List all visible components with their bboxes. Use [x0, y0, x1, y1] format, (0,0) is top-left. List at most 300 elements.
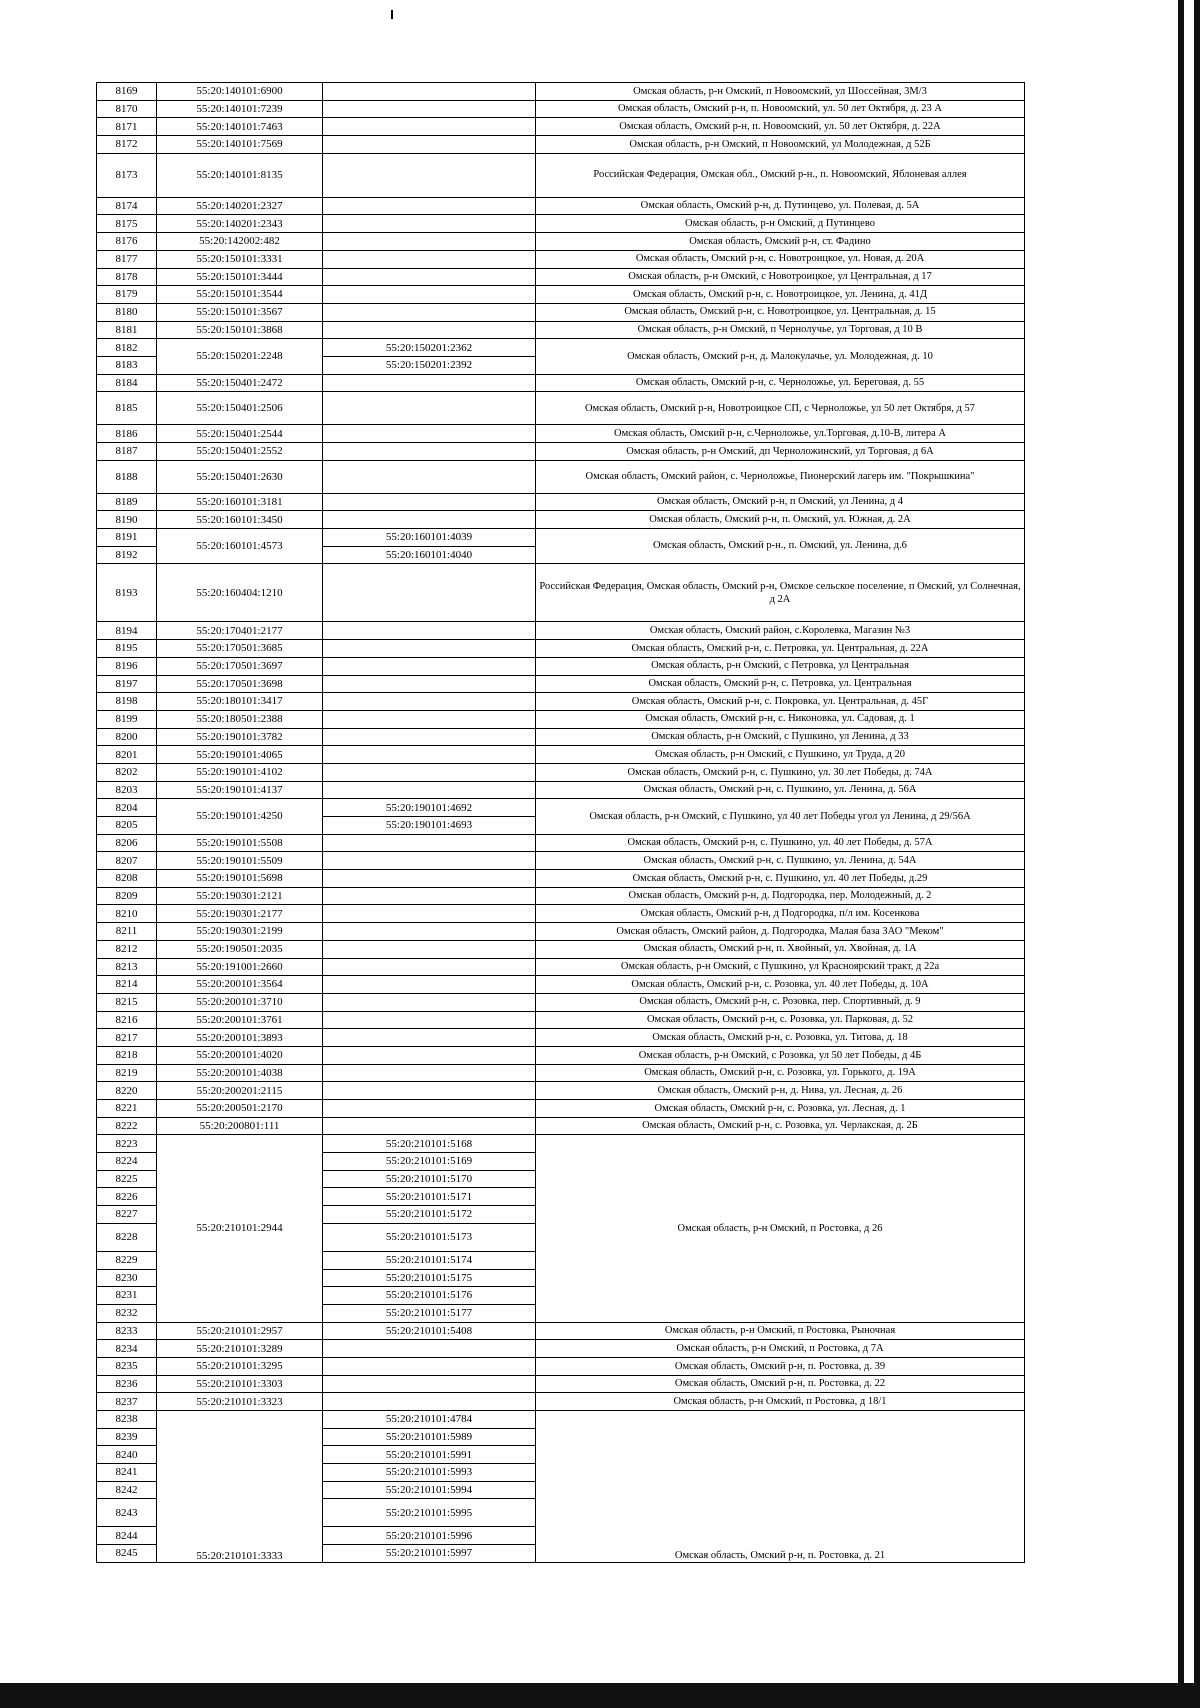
sub-cadastral-number: 55:20:150201:2362 — [323, 339, 536, 357]
cadastral-number: 55:20:150101:3567 — [157, 303, 323, 321]
table-row — [97, 443, 1025, 461]
row-number: 8219 — [97, 1064, 157, 1082]
table-row — [97, 976, 1025, 994]
sub-cadastral-number — [323, 958, 536, 976]
table-row — [97, 1029, 1025, 1047]
row-number: 8198 — [97, 693, 157, 711]
row-number: 8226 — [97, 1188, 157, 1206]
sub-cadastral-number: 55:20:210101:4784 — [323, 1411, 536, 1429]
row-number: 8237 — [97, 1393, 157, 1411]
address: Омская область, р-н Омский, д Путинцево — [536, 215, 1025, 233]
sub-cadastral-number: 55:20:210101:5171 — [323, 1188, 536, 1206]
cadastral-number: 55:20:150401:2544 — [157, 425, 323, 443]
cadastral-number: 55:20:160101:4573 — [157, 529, 323, 564]
sub-cadastral-number: 55:20:210101:5996 — [323, 1527, 536, 1545]
address: Омская область, Омский р-н, п Омский, ул Ленина, д 4 — [536, 493, 1025, 511]
sub-cadastral-number: 55:20:210101:5175 — [323, 1269, 536, 1287]
table-row — [97, 1011, 1025, 1029]
row-number: 8187 — [97, 443, 157, 461]
table-row — [97, 1100, 1025, 1118]
row-number: 8211 — [97, 923, 157, 941]
row-number: 8185 — [97, 392, 157, 425]
row-number: 8183 — [97, 356, 157, 374]
address: Омская область, Омский район, д. Подгородка, Малая база ЗАО "Меком" — [536, 923, 1025, 941]
address: Омская область, р-н Омский, с Пушкино, ул Труда, д 20 — [536, 746, 1025, 764]
row-number: 8238 — [97, 1411, 157, 1429]
row-number: 8223 — [97, 1135, 157, 1153]
table-row — [97, 1082, 1025, 1100]
address: Омская область, Омский р-н, с. Пушкино, ул. 40 лет Победы, д.29 — [536, 870, 1025, 888]
row-number: 8233 — [97, 1322, 157, 1340]
sub-cadastral-number — [323, 870, 536, 888]
table-row — [97, 675, 1025, 693]
cadastral-number: 55:20:190301:2121 — [157, 887, 323, 905]
row-number: 8206 — [97, 834, 157, 852]
row-number: 8173 — [97, 153, 157, 197]
cadastral-number: 55:20:190501:2035 — [157, 940, 323, 958]
row-number: 8244 — [97, 1527, 157, 1545]
cadastral-number: 55:20:210101:3333 — [157, 1411, 323, 1563]
sub-cadastral-number — [323, 153, 536, 197]
scan-mark-top — [391, 10, 393, 19]
cadastral-number: 55:20:190101:4250 — [157, 799, 323, 834]
address: Омская область, р-н Омский, с Петровка, ул Центральная — [536, 657, 1025, 675]
sub-cadastral-number — [323, 197, 536, 215]
address: Омская область, Омский р-н, с. Розовка, ул. 40 лет Победы, д. 10А — [536, 976, 1025, 994]
sub-cadastral-number — [323, 511, 536, 529]
sub-cadastral-number — [323, 675, 536, 693]
table-row — [97, 268, 1025, 286]
table-row — [97, 250, 1025, 268]
address: Омская область, Омский р-н, с. Новотроицкое, ул. Центральная, д. 15 — [536, 303, 1025, 321]
cadastral-number: 55:20:200801:111 — [157, 1117, 323, 1135]
row-number: 8177 — [97, 250, 157, 268]
sub-cadastral-number — [323, 763, 536, 781]
sub-cadastral-number — [323, 852, 536, 870]
row-number: 8204 — [97, 799, 157, 817]
table-row — [97, 374, 1025, 392]
cadastral-number: 55:20:210101:3289 — [157, 1340, 323, 1358]
address: Омская область, Омский р-н, с. Розовка, ул. Лесная, д. 1 — [536, 1100, 1025, 1118]
sub-cadastral-number: 55:20:210101:5991 — [323, 1446, 536, 1464]
address: Омская область, р-н Омский, дп Черноложинский, ул Торговая, д 6А — [536, 443, 1025, 461]
address: Омская область, р-н Омский, п Ростовка, д 7А — [536, 1340, 1025, 1358]
cadastral-number: 55:20:210101:2944 — [157, 1135, 323, 1322]
cadastral-number: 55:20:190101:4065 — [157, 746, 323, 764]
table-row — [97, 118, 1025, 136]
address: Омская область, Омский р-н, п. Ростовка, д. 21 — [536, 1411, 1025, 1563]
sub-cadastral-number — [323, 1082, 536, 1100]
row-number: 8191 — [97, 529, 157, 547]
address: Омская область, Омский р-н, с. Розовка, ул. Титова, д. 18 — [536, 1029, 1025, 1047]
sub-cadastral-number — [323, 374, 536, 392]
sub-cadastral-number — [323, 993, 536, 1011]
cadastral-number: 55:20:160404:1210 — [157, 564, 323, 622]
cadastral-number: 55:20:140101:8135 — [157, 153, 323, 197]
cadastral-number: 55:20:140101:7569 — [157, 136, 323, 154]
sub-cadastral-number: 55:20:210101:5995 — [323, 1499, 536, 1527]
row-number: 8230 — [97, 1269, 157, 1287]
sub-cadastral-number: 55:20:190101:4692 — [323, 799, 536, 817]
row-number: 8207 — [97, 852, 157, 870]
sub-cadastral-number — [323, 781, 536, 799]
cadastral-number: 55:20:190101:5509 — [157, 852, 323, 870]
table-row — [97, 303, 1025, 321]
row-number: 8215 — [97, 993, 157, 1011]
table-row — [97, 215, 1025, 233]
sub-cadastral-number — [323, 564, 536, 622]
address: Омская область, Омский район, с.Королевка, Магазин №3 — [536, 622, 1025, 640]
sub-cadastral-number: 55:20:210101:5174 — [323, 1251, 536, 1269]
sub-cadastral-number — [323, 250, 536, 268]
cadastral-number: 55:20:140201:2343 — [157, 215, 323, 233]
cadastral-number: 55:20:190301:2199 — [157, 923, 323, 941]
table-row — [97, 564, 1025, 622]
table-row — [97, 511, 1025, 529]
table-row — [97, 233, 1025, 251]
sub-cadastral-number — [323, 136, 536, 154]
cadastral-number: 55:20:180501:2388 — [157, 710, 323, 728]
sub-cadastral-number: 55:20:210101:5989 — [323, 1428, 536, 1446]
address: Омская область, Омский р-н, п. Новоомский, ул. 50 лет Октября, д. 22А — [536, 118, 1025, 136]
address: Омская область, Омский р-н, п. Новоомский, ул. 50 лет Октября, д. 23 А — [536, 100, 1025, 118]
cadastral-number: 55:20:180101:3417 — [157, 693, 323, 711]
table-row — [97, 746, 1025, 764]
row-number: 8208 — [97, 870, 157, 888]
address: Омская область, р-н Омский, п Новоомский, ул Шоссейная, 3М/3 — [536, 83, 1025, 101]
address: Омская область, р-н Омский, п Ростовка, Рыночная — [536, 1322, 1025, 1340]
sub-cadastral-number: 55:20:210101:5169 — [323, 1153, 536, 1171]
table-row — [97, 640, 1025, 658]
address: Российская Федерация, Омская обл., Омский р-н., п. Новоомский, Яблоневая аллея — [536, 153, 1025, 197]
sub-cadastral-number — [323, 1375, 536, 1393]
sub-cadastral-number — [323, 976, 536, 994]
cadastral-number: 55:20:190101:5698 — [157, 870, 323, 888]
address: Омская область, Омский р-н, с. Розовка, ул. Горького, д. 19А — [536, 1064, 1025, 1082]
table-row — [97, 321, 1025, 339]
cadastral-number: 55:20:150101:3544 — [157, 286, 323, 304]
row-number: 8172 — [97, 136, 157, 154]
row-number: 8212 — [97, 940, 157, 958]
address: Омская область, Омский р-н, с. Никоновка, ул. Садовая, д. 1 — [536, 710, 1025, 728]
sub-cadastral-number — [323, 233, 536, 251]
address: Омская область, Омский район, с. Черноложье, Пионерский лагерь им. "Покрышкина" — [536, 460, 1025, 493]
row-number: 8171 — [97, 118, 157, 136]
cadastral-number: 55:20:200101:4038 — [157, 1064, 323, 1082]
cadastral-number: 55:20:200101:3761 — [157, 1011, 323, 1029]
row-number: 8221 — [97, 1100, 157, 1118]
row-number: 8227 — [97, 1206, 157, 1224]
row-number: 8184 — [97, 374, 157, 392]
address: Омская область, р-н Омский, п Чернолучье, ул Торговая, д 10 В — [536, 321, 1025, 339]
cadastral-number: 55:20:200101:3710 — [157, 993, 323, 1011]
table-row — [97, 136, 1025, 154]
sub-cadastral-number — [323, 286, 536, 304]
address: Омская область, Омский р-н, с. Новотроицкое, ул. Новая, д. 20А — [536, 250, 1025, 268]
cadastral-number: 55:20:160101:3181 — [157, 493, 323, 511]
address: Омская область, р-н Омский, с Розовка, ул 50 лет Победы, д 4Б — [536, 1046, 1025, 1064]
sub-cadastral-number — [323, 1011, 536, 1029]
row-number: 8231 — [97, 1287, 157, 1305]
sub-cadastral-number — [323, 460, 536, 493]
sub-cadastral-number — [323, 425, 536, 443]
table-row — [97, 1117, 1025, 1135]
table-row — [97, 781, 1025, 799]
row-number: 8195 — [97, 640, 157, 658]
cadastral-number: 55:20:140101:6900 — [157, 83, 323, 101]
row-number: 8201 — [97, 746, 157, 764]
address: Омская область, Омский р-н, с.Черноложье, ул.Торговая, д.10-В, литера А — [536, 425, 1025, 443]
address: Омская область, р-н Омский, с Пушкино, ул Ленина, д 33 — [536, 728, 1025, 746]
cadastral-number: 55:20:170401:2177 — [157, 622, 323, 640]
sub-cadastral-number — [323, 1393, 536, 1411]
table-row — [97, 993, 1025, 1011]
row-number: 8186 — [97, 425, 157, 443]
row-number: 8169 — [97, 83, 157, 101]
table-row — [97, 763, 1025, 781]
cadastral-number: 55:20:150101:3444 — [157, 268, 323, 286]
address: Омская область, Омский р-н, с. Покровка, ул. Центральная, д. 45Г — [536, 693, 1025, 711]
cadastral-number: 55:20:150201:2248 — [157, 339, 323, 374]
address: Омская область, р-н Омский, п Новоомский, ул Молодежная, д 52Б — [536, 136, 1025, 154]
sub-cadastral-number: 55:20:210101:5994 — [323, 1481, 536, 1499]
address: Российская Федерация, Омская область, Омский р-н, Омское сельское поселение, п Омский, ул Солнечная, д 2А — [536, 564, 1025, 622]
cadastral-number: 55:20:200201:2115 — [157, 1082, 323, 1100]
sub-cadastral-number — [323, 1340, 536, 1358]
row-number: 8210 — [97, 905, 157, 923]
sub-cadastral-number — [323, 493, 536, 511]
table-row — [97, 940, 1025, 958]
sub-cadastral-number: 55:20:190101:4693 — [323, 817, 536, 835]
table-row — [97, 1322, 1025, 1340]
table-row — [97, 852, 1025, 870]
cadastral-number: 55:20:210101:2957 — [157, 1322, 323, 1340]
cadastral-number: 55:20:200101:4020 — [157, 1046, 323, 1064]
row-number: 8242 — [97, 1481, 157, 1499]
address: Омская область, Омский р-н, п. Омский, ул. Южная, д. 2А — [536, 511, 1025, 529]
address: Омская область, Омский р-н, с. Пушкино, ул. 30 лет Победы, д. 74А — [536, 763, 1025, 781]
cadastral-number: 55:20:140201:2327 — [157, 197, 323, 215]
address: Омская область, Омский р-н, с. Пушкино, ул. Ленина, д. 54А — [536, 852, 1025, 870]
address: Омская область, Омский р-н, д Подгородка, п/л им. Косенкова — [536, 905, 1025, 923]
row-number: 8200 — [97, 728, 157, 746]
row-number: 8232 — [97, 1304, 157, 1322]
address: Омская область, Омский р-н, ст. Фадино — [536, 233, 1025, 251]
sub-cadastral-number — [323, 940, 536, 958]
sub-cadastral-number — [323, 303, 536, 321]
row-number: 8180 — [97, 303, 157, 321]
sub-cadastral-number — [323, 268, 536, 286]
sub-cadastral-number: 55:20:210101:5168 — [323, 1135, 536, 1153]
sub-cadastral-number — [323, 392, 536, 425]
table-row — [97, 657, 1025, 675]
cadastral-number: 55:20:200101:3893 — [157, 1029, 323, 1047]
table-row — [97, 1411, 1025, 1429]
table-row — [97, 529, 1025, 547]
row-number: 8197 — [97, 675, 157, 693]
table-row — [97, 1375, 1025, 1393]
row-number: 8176 — [97, 233, 157, 251]
sub-cadastral-number — [323, 1117, 536, 1135]
row-number: 8243 — [97, 1499, 157, 1527]
table-row — [97, 905, 1025, 923]
address: Омская область, Омский р-н, с. Пушкино, ул. Ленина, д. 56А — [536, 781, 1025, 799]
row-number: 8239 — [97, 1428, 157, 1446]
sub-cadastral-number — [323, 923, 536, 941]
address: Омская область, Омский р-н, д. Нива, ул. Лесная, д. 26 — [536, 1082, 1025, 1100]
table-row — [97, 493, 1025, 511]
sub-cadastral-number — [323, 905, 536, 923]
row-number: 8193 — [97, 564, 157, 622]
row-number: 8189 — [97, 493, 157, 511]
row-number: 8199 — [97, 710, 157, 728]
cadastral-number: 55:20:140101:7239 — [157, 100, 323, 118]
sub-cadastral-number — [323, 100, 536, 118]
address: Омская область, р-н Омский, п Ростовка, д 26 — [536, 1135, 1025, 1322]
sub-cadastral-number: 55:20:210101:5173 — [323, 1223, 536, 1251]
sub-cadastral-number — [323, 118, 536, 136]
sub-cadastral-number — [323, 1046, 536, 1064]
row-number: 8203 — [97, 781, 157, 799]
table-row — [97, 834, 1025, 852]
row-number: 8196 — [97, 657, 157, 675]
sub-cadastral-number — [323, 622, 536, 640]
scan-edge-right — [1178, 0, 1184, 1683]
row-number: 8209 — [97, 887, 157, 905]
row-number: 8170 — [97, 100, 157, 118]
cadastral-number: 55:20:170501:3698 — [157, 675, 323, 693]
cadastral-number: 55:20:200101:3564 — [157, 976, 323, 994]
cadastral-number: 55:20:140101:7463 — [157, 118, 323, 136]
cadastral-number: 55:20:142002:482 — [157, 233, 323, 251]
table-row — [97, 1064, 1025, 1082]
address: Омская область, Омский р-н., п. Омский, ул. Ленина, д.6 — [536, 529, 1025, 564]
table-row — [97, 197, 1025, 215]
row-number: 8218 — [97, 1046, 157, 1064]
row-number: 8229 — [97, 1251, 157, 1269]
sub-cadastral-number — [323, 1357, 536, 1375]
sub-cadastral-number: 55:20:210101:5993 — [323, 1464, 536, 1482]
sub-cadastral-number: 55:20:210101:5408 — [323, 1322, 536, 1340]
address: Омская область, р-н Омский, с Пушкино, ул 40 лет Победы угол ул Ленина, д 29/56А — [536, 799, 1025, 834]
cadastral-number: 55:20:190101:5508 — [157, 834, 323, 852]
row-number: 8179 — [97, 286, 157, 304]
row-number: 8245 — [97, 1545, 157, 1563]
row-number: 8174 — [97, 197, 157, 215]
row-number: 8175 — [97, 215, 157, 233]
table-row — [97, 710, 1025, 728]
sub-cadastral-number — [323, 710, 536, 728]
address: Омская область, Омский р-н, д. Путинцево, ул. Полевая, д. 5А — [536, 197, 1025, 215]
row-number: 8225 — [97, 1170, 157, 1188]
table-row — [97, 339, 1025, 357]
table-row — [97, 1135, 1025, 1153]
address: Омская область, р-н Омский, с Новотроицкое, ул Центральная, д 17 — [536, 268, 1025, 286]
sub-cadastral-number: 55:20:210101:5997 — [323, 1545, 536, 1563]
sub-cadastral-number: 55:20:150201:2392 — [323, 356, 536, 374]
cadastral-number: 55:20:190101:4102 — [157, 763, 323, 781]
row-number: 8194 — [97, 622, 157, 640]
table-row — [97, 958, 1025, 976]
row-number: 8213 — [97, 958, 157, 976]
table-row — [97, 83, 1025, 101]
sub-cadastral-number — [323, 657, 536, 675]
sub-cadastral-number: 55:20:160101:4040 — [323, 546, 536, 564]
sub-cadastral-number — [323, 443, 536, 461]
cadastral-number: 55:20:150401:2552 — [157, 443, 323, 461]
address: Омская область, Омский р-н, с. Розовка, пер. Спортивный, д. 9 — [536, 993, 1025, 1011]
address: Омская область, р-н Омский, с Пушкино, ул Красноярский тракт, д 22а — [536, 958, 1025, 976]
table-row — [97, 392, 1025, 425]
row-number: 8190 — [97, 511, 157, 529]
row-number: 8222 — [97, 1117, 157, 1135]
row-number: 8182 — [97, 339, 157, 357]
cadastral-number: 55:20:210101:3295 — [157, 1357, 323, 1375]
table-row — [97, 887, 1025, 905]
address: Омская область, Омский р-н, с. Розовка, ул. Черлакская, д. 2Б — [536, 1117, 1025, 1135]
scan-edge-bottom — [0, 1683, 1200, 1708]
table-row — [97, 100, 1025, 118]
table-row — [97, 923, 1025, 941]
row-number: 8178 — [97, 268, 157, 286]
sub-cadastral-number — [323, 83, 536, 101]
sub-cadastral-number: 55:20:210101:5172 — [323, 1206, 536, 1224]
cadastral-number: 55:20:150401:2630 — [157, 460, 323, 493]
address: Омская область, Омский р-н, п. Ростовка, д. 22 — [536, 1375, 1025, 1393]
cadastral-number: 55:20:150101:3868 — [157, 321, 323, 339]
cadastral-number: 55:20:210101:3323 — [157, 1393, 323, 1411]
sub-cadastral-number: 55:20:210101:5176 — [323, 1287, 536, 1305]
address: Омская область, Омский р-н, Новотроицкое СП, с Черноложье, ул 50 лет Октября, д 57 — [536, 392, 1025, 425]
sub-cadastral-number — [323, 215, 536, 233]
cadastral-number: 55:20:160101:3450 — [157, 511, 323, 529]
address: Омская область, Омский р-н, п. Хвойный, ул. Хвойная, д. 1А — [536, 940, 1025, 958]
table-row — [97, 799, 1025, 817]
row-number: 8202 — [97, 763, 157, 781]
table-row — [97, 425, 1025, 443]
cadastral-number: 55:20:170501:3685 — [157, 640, 323, 658]
cadastral-number: 55:20:190101:4137 — [157, 781, 323, 799]
table-row — [97, 460, 1025, 493]
row-number: 8214 — [97, 976, 157, 994]
row-number: 8234 — [97, 1340, 157, 1358]
row-number: 8220 — [97, 1082, 157, 1100]
sub-cadastral-number — [323, 887, 536, 905]
table-row — [97, 153, 1025, 197]
table-row — [97, 1046, 1025, 1064]
table-row — [97, 1340, 1025, 1358]
table-row — [97, 1393, 1025, 1411]
row-number: 8240 — [97, 1446, 157, 1464]
table-row — [97, 693, 1025, 711]
cadastral-number: 55:20:210101:3303 — [157, 1375, 323, 1393]
row-number: 8205 — [97, 817, 157, 835]
sub-cadastral-number — [323, 640, 536, 658]
sub-cadastral-number: 55:20:210101:5177 — [323, 1304, 536, 1322]
cadastral-number: 55:20:150101:3331 — [157, 250, 323, 268]
table-row — [97, 870, 1025, 888]
row-number: 8181 — [97, 321, 157, 339]
sub-cadastral-number — [323, 1064, 536, 1082]
cadastral-number: 55:20:190301:2177 — [157, 905, 323, 923]
table-row — [97, 286, 1025, 304]
table-row — [97, 622, 1025, 640]
row-number: 8224 — [97, 1153, 157, 1171]
cadastral-number: 55:20:150401:2506 — [157, 392, 323, 425]
address: Омская область, Омский р-н, с. Розовка, ул. Парковая, д. 52 — [536, 1011, 1025, 1029]
cadastral-number: 55:20:190101:3782 — [157, 728, 323, 746]
sub-cadastral-number — [323, 1100, 536, 1118]
